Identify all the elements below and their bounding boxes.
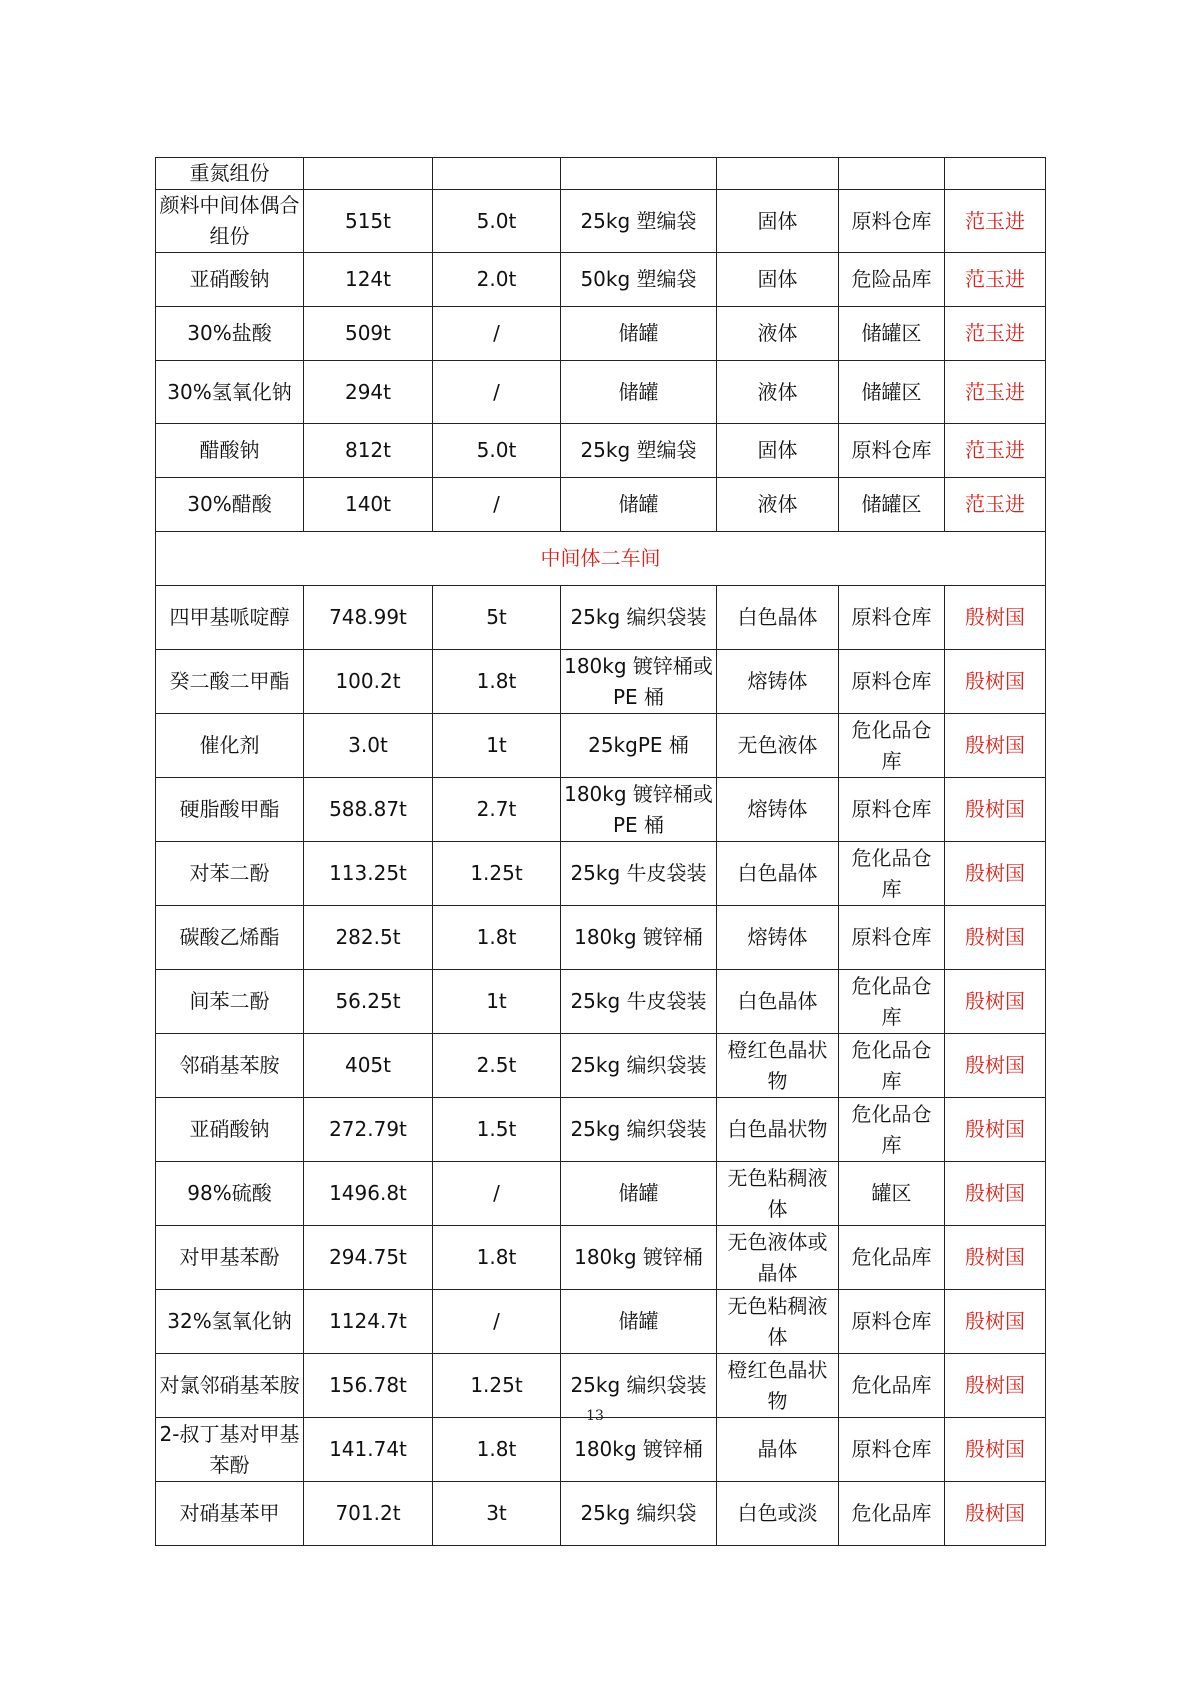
annual-usage: 141.74t [304,1418,433,1482]
annual-usage: 272.79t [304,1098,433,1162]
responsible-person: 范玉进 [945,307,1046,361]
material-name: 亚硝酸钠 [156,1098,304,1162]
materials-table [155,157,1046,1546]
storage-location: 危险品库 [839,253,945,307]
storage-location: 原料仓库 [839,1290,945,1354]
material-name: 对苯二酚 [156,842,304,906]
responsible-person [945,158,1046,190]
material-name: 邻硝基苯胺 [156,1034,304,1098]
table-row [156,842,1046,906]
table-row [156,361,1046,424]
package-type: 180kg 镀锌桶 [561,1226,717,1290]
storage-location: 危化品库 [839,1482,945,1546]
storage-location: 储罐区 [839,361,945,424]
storage-location: 原料仓库 [839,1418,945,1482]
physical-state: 橙红色晶状物 [717,1354,839,1418]
max-storage: 1.25t [433,1354,561,1418]
annual-usage: 56.25t [304,970,433,1034]
package-type: 储罐 [561,361,717,424]
responsible-person: 范玉进 [945,361,1046,424]
physical-state: 无色粘稠液体 [717,1162,839,1226]
responsible-person: 殷树国 [945,586,1046,650]
physical-state: 无色液体或晶体 [717,1226,839,1290]
physical-state: 白色晶体 [717,842,839,906]
max-storage: 2.0t [433,253,561,307]
material-name: 四甲基哌啶醇 [156,586,304,650]
physical-state: 固体 [717,190,839,253]
table-row [156,906,1046,970]
max-storage [433,158,561,190]
package-type: 25kg 编织袋装 [561,586,717,650]
package-type: 25kg 塑编袋 [561,424,717,478]
annual-usage: 748.99t [304,586,433,650]
package-type: 25kg 编织袋装 [561,1354,717,1418]
storage-location: 原料仓库 [839,906,945,970]
max-storage: 5.0t [433,424,561,478]
storage-location: 储罐区 [839,478,945,532]
physical-state [717,158,839,190]
table-row [156,778,1046,842]
storage-location: 储罐区 [839,307,945,361]
package-type: 25kgPE 桶 [561,714,717,778]
storage-location: 原料仓库 [839,424,945,478]
table-row [156,253,1046,307]
material-name: 催化剂 [156,714,304,778]
storage-location: 原料仓库 [839,650,945,714]
storage-location: 危化品仓库 [839,842,945,906]
physical-state: 熔铸体 [717,650,839,714]
responsible-person: 殷树国 [945,906,1046,970]
package-type: 50kg 塑编袋 [561,253,717,307]
page-number: 13 [586,1408,604,1424]
table-row [156,970,1046,1034]
responsible-person: 殷树国 [945,1034,1046,1098]
physical-state: 液体 [717,307,839,361]
annual-usage: 156.78t [304,1354,433,1418]
responsible-person: 范玉进 [945,253,1046,307]
responsible-person: 殷树国 [945,1418,1046,1482]
max-storage: 1.5t [433,1098,561,1162]
annual-usage: 509t [304,307,433,361]
material-name: 30%氢氧化钠 [156,361,304,424]
material-name: 碳酸乙烯酯 [156,906,304,970]
package-type: 180kg 镀锌桶或 PE 桶 [561,778,717,842]
table-row [156,586,1046,650]
package-type: 储罐 [561,307,717,361]
material-name: 颜料中间体偶合组份 [156,190,304,253]
max-storage: / [433,307,561,361]
responsible-person: 殷树国 [945,842,1046,906]
storage-location: 危化品仓库 [839,714,945,778]
physical-state: 液体 [717,478,839,532]
package-type: 储罐 [561,1162,717,1226]
table-row [156,1418,1046,1482]
package-type: 储罐 [561,478,717,532]
responsible-person: 殷树国 [945,778,1046,842]
table-row [156,650,1046,714]
storage-location: 危化品仓库 [839,970,945,1034]
annual-usage: 124t [304,253,433,307]
max-storage: 2.5t [433,1034,561,1098]
material-name: 2-叔丁基对甲基苯酚 [156,1418,304,1482]
storage-location: 原料仓库 [839,586,945,650]
responsible-person: 殷树国 [945,1290,1046,1354]
material-name: 32%氢氧化钠 [156,1290,304,1354]
material-name: 98%硫酸 [156,1162,304,1226]
annual-usage: 701.2t [304,1482,433,1546]
physical-state: 熔铸体 [717,778,839,842]
responsible-person: 殷树国 [945,1162,1046,1226]
max-storage: 1.25t [433,842,561,906]
physical-state: 无色粘稠液体 [717,1290,839,1354]
max-storage: 5t [433,586,561,650]
responsible-person: 殷树国 [945,650,1046,714]
table-row [156,714,1046,778]
package-type [561,158,717,190]
max-storage: 3t [433,1482,561,1546]
physical-state: 固体 [717,424,839,478]
annual-usage [304,158,433,190]
table-row [156,1098,1046,1162]
package-type: 180kg 镀锌桶或 PE 桶 [561,650,717,714]
package-type: 25kg 编织袋 [561,1482,717,1546]
physical-state: 白色晶状物 [717,1098,839,1162]
physical-state: 液体 [717,361,839,424]
responsible-person: 范玉进 [945,478,1046,532]
material-name: 重氮组份 [156,158,304,190]
section-row [156,532,1046,586]
annual-usage: 588.87t [304,778,433,842]
max-storage: 2.7t [433,778,561,842]
package-type: 25kg 编织袋装 [561,1034,717,1098]
storage-location: 危化品库 [839,1354,945,1418]
annual-usage: 282.5t [304,906,433,970]
physical-state: 熔铸体 [717,906,839,970]
max-storage: 5.0t [433,190,561,253]
physical-state: 白色晶体 [717,586,839,650]
package-type: 25kg 编织袋装 [561,1098,717,1162]
table-row [156,478,1046,532]
max-storage: 1.8t [433,906,561,970]
package-type: 25kg 塑编袋 [561,190,717,253]
max-storage: 1.8t [433,1226,561,1290]
annual-usage: 1496.8t [304,1162,433,1226]
max-storage: 1t [433,970,561,1034]
material-name: 亚硝酸钠 [156,253,304,307]
material-name: 对硝基苯甲 [156,1482,304,1546]
max-storage: 1.8t [433,1418,561,1482]
responsible-person: 殷树国 [945,1482,1046,1546]
material-name: 30%醋酸 [156,478,304,532]
responsible-person: 殷树国 [945,714,1046,778]
materials-table-body [156,158,1046,1546]
max-storage: / [433,361,561,424]
table-row [156,1034,1046,1098]
package-type: 25kg 牛皮袋装 [561,842,717,906]
annual-usage: 140t [304,478,433,532]
annual-usage: 113.25t [304,842,433,906]
table-row [156,1226,1046,1290]
material-name: 对甲基苯酚 [156,1226,304,1290]
annual-usage: 405t [304,1034,433,1098]
package-type: 储罐 [561,1290,717,1354]
annual-usage: 294.75t [304,1226,433,1290]
physical-state: 白色或淡 [717,1482,839,1546]
max-storage: / [433,1162,561,1226]
physical-state: 固体 [717,253,839,307]
material-name: 硬脂酸甲酯 [156,778,304,842]
material-name: 对氯邻硝基苯胺 [156,1354,304,1418]
section-title: 中间体二车间 [156,532,1046,586]
storage-location [839,158,945,190]
annual-usage: 515t [304,190,433,253]
material-name: 癸二酸二甲酯 [156,650,304,714]
table-row [156,1162,1046,1226]
annual-usage: 1124.7t [304,1290,433,1354]
package-type: 180kg 镀锌桶 [561,1418,717,1482]
responsible-person: 范玉进 [945,190,1046,253]
annual-usage: 100.2t [304,650,433,714]
storage-location: 危化品仓库 [839,1098,945,1162]
storage-location: 原料仓库 [839,190,945,253]
table-row [156,424,1046,478]
table-row [156,1482,1046,1546]
material-name: 30%盐酸 [156,307,304,361]
responsible-person: 殷树国 [945,1354,1046,1418]
annual-usage: 812t [304,424,433,478]
max-storage: 1t [433,714,561,778]
physical-state: 橙红色晶状物 [717,1034,839,1098]
material-name: 醋酸钠 [156,424,304,478]
annual-usage: 3.0t [304,714,433,778]
max-storage: 1.8t [433,650,561,714]
responsible-person: 殷树国 [945,970,1046,1034]
physical-state: 晶体 [717,1418,839,1482]
responsible-person: 殷树国 [945,1098,1046,1162]
annual-usage: 294t [304,361,433,424]
physical-state: 白色晶体 [717,970,839,1034]
material-name: 间苯二酚 [156,970,304,1034]
responsible-person: 殷树国 [945,1226,1046,1290]
storage-location: 罐区 [839,1162,945,1226]
storage-location: 危化品库 [839,1226,945,1290]
max-storage: / [433,478,561,532]
table-row [156,1290,1046,1354]
table-row [156,158,1046,190]
table-row [156,307,1046,361]
physical-state: 无色液体 [717,714,839,778]
package-type: 180kg 镀锌桶 [561,906,717,970]
storage-location: 原料仓库 [839,778,945,842]
package-type: 25kg 牛皮袋装 [561,970,717,1034]
max-storage: / [433,1290,561,1354]
responsible-person: 范玉进 [945,424,1046,478]
table-row [156,190,1046,253]
storage-location: 危化品仓库 [839,1034,945,1098]
